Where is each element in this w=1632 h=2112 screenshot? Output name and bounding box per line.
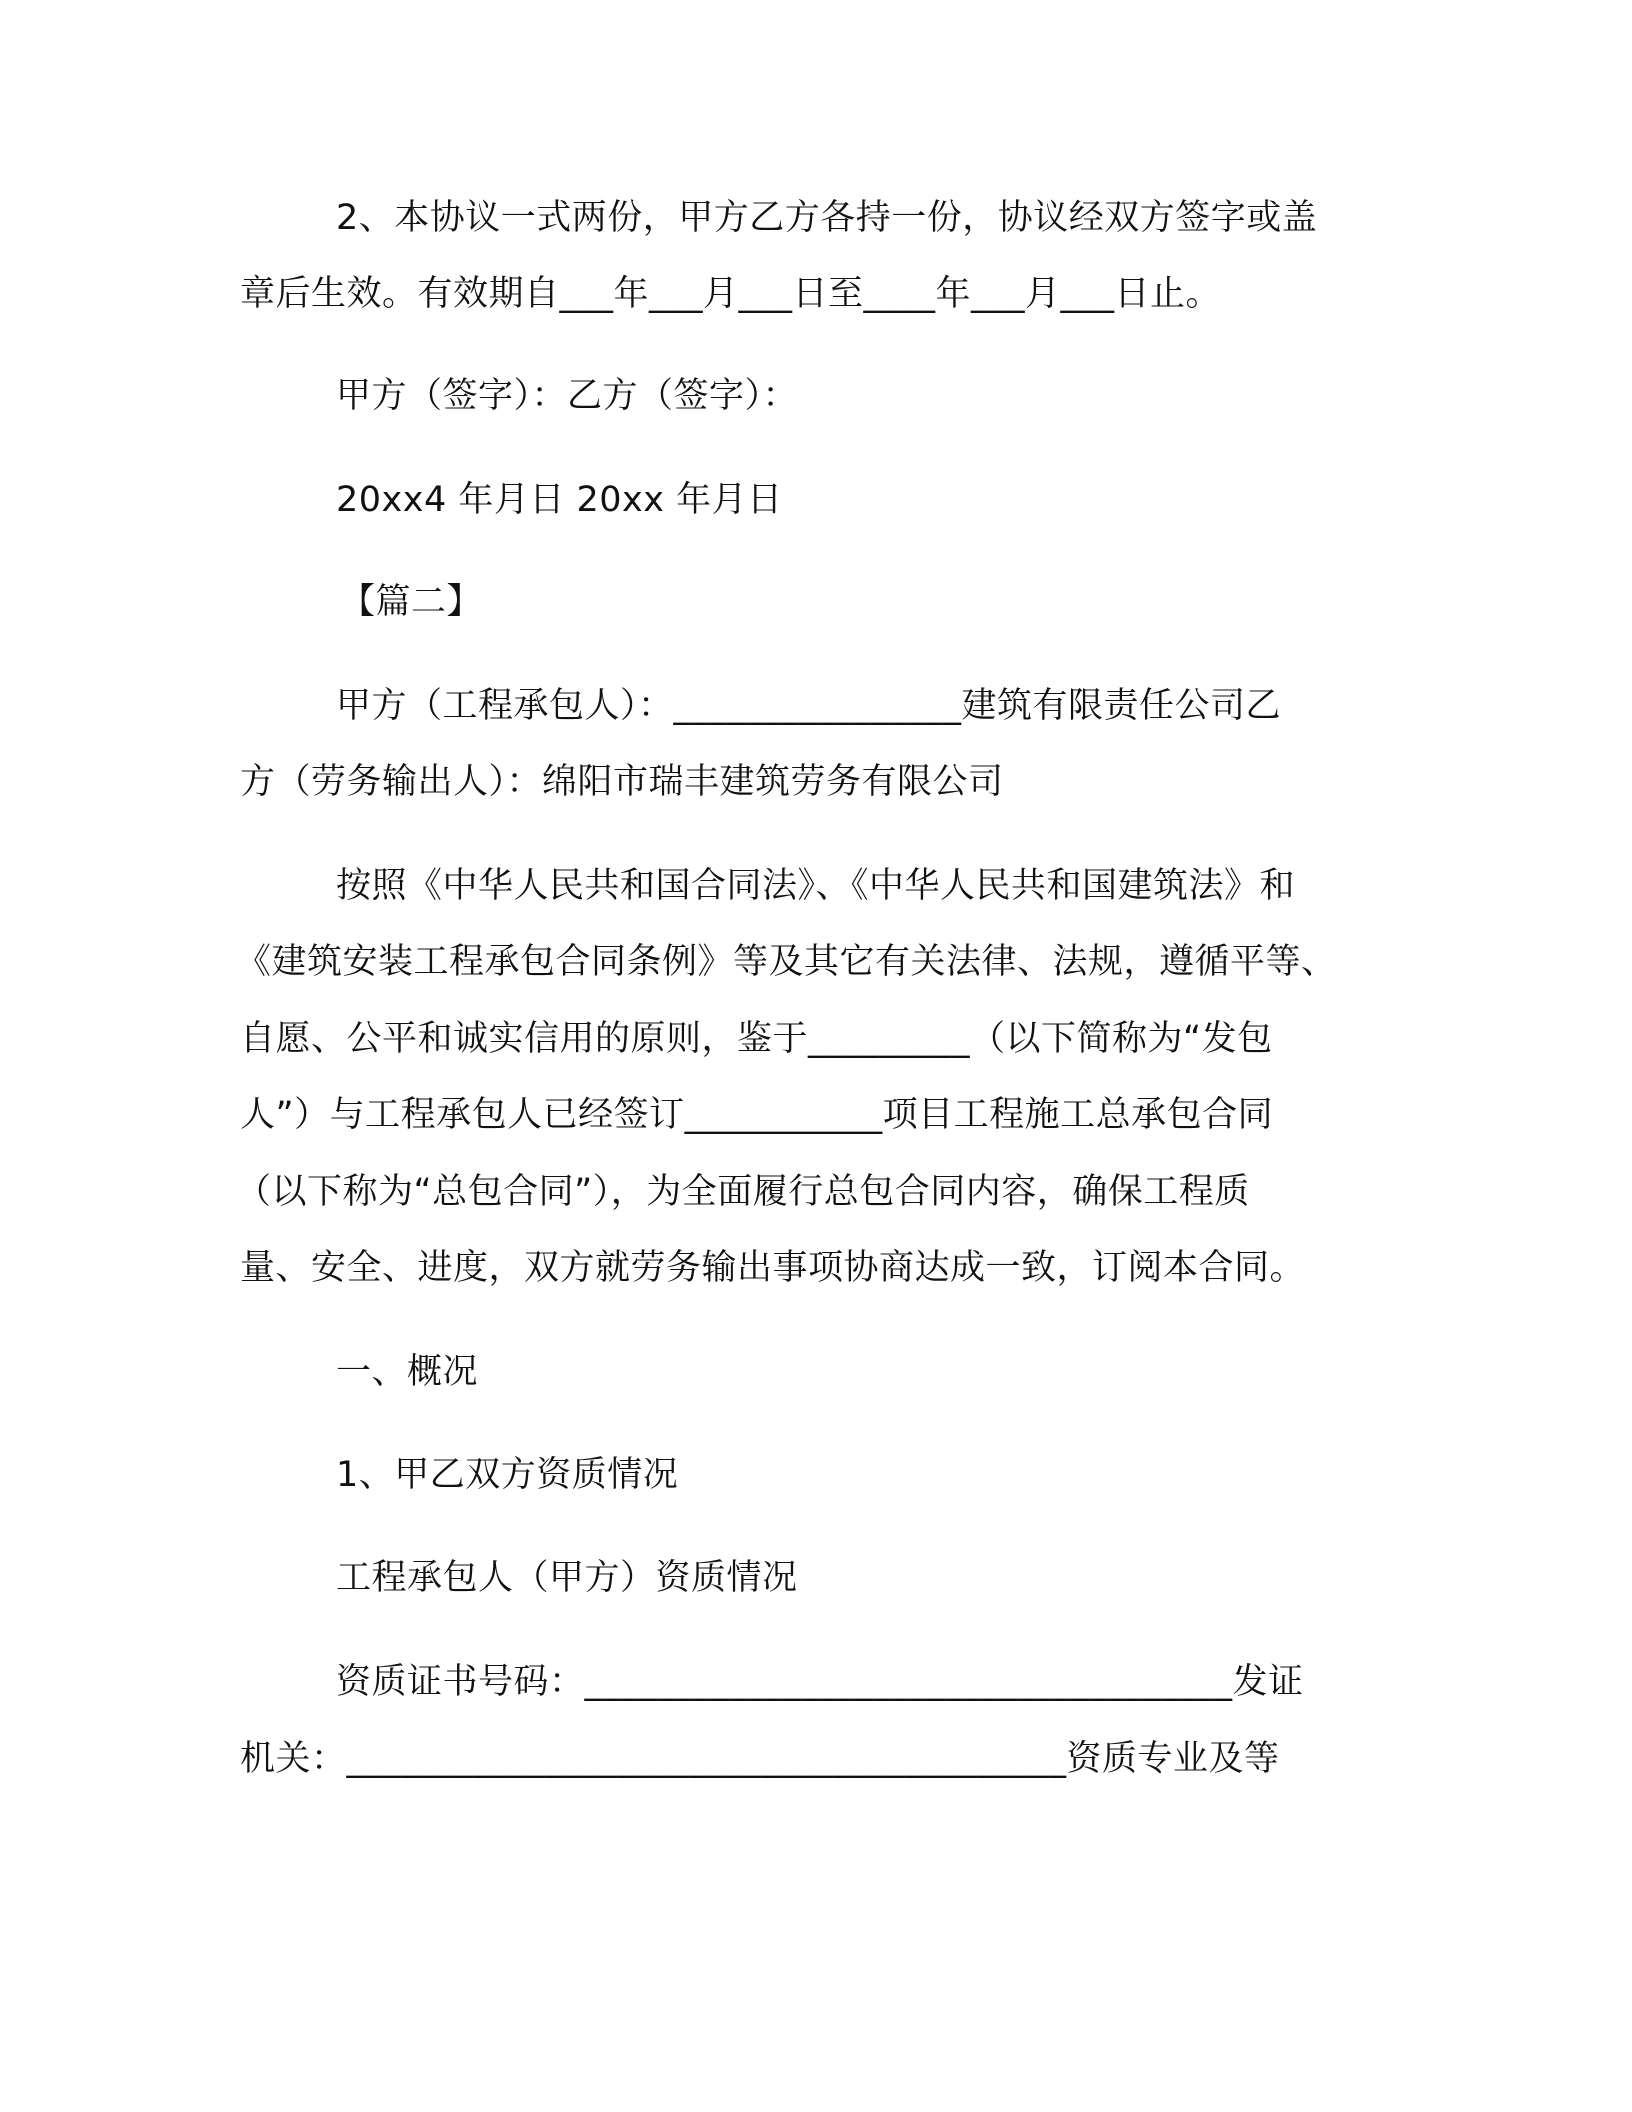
subsection-heading: 1、甲乙双方资质情况	[336, 1455, 679, 1495]
preamble-line-5: （以下称为“总包合同”），为全面履行总包合同内容，确保工程质	[236, 1172, 1250, 1212]
clause-2-line-2: 章后生效。有效期自___年___月___日至____年___月___日止。	[240, 274, 1222, 314]
party-b-line: 方（劳务输出人）：绵阳市瑞丰建筑劳务有限公司	[240, 762, 1004, 802]
preamble-line-3: 自愿、公平和诚实信用的原则，鉴于_________（以下简称为“发包	[240, 1019, 1273, 1059]
contractor-qualification-heading: 工程承包人（甲方）资质情况	[336, 1558, 798, 1598]
date-line: 20xx4 年月日 20xx 年月日	[336, 480, 783, 520]
clause-2-line-1: 2、本协议一式两份，甲方乙方各持一份，协议经双方签字或盖	[336, 198, 1318, 238]
party-a-line: 甲方（工程承包人）：________________建筑有限责任公司乙	[336, 686, 1282, 726]
chapter-heading: 一、概况	[336, 1352, 479, 1392]
issuing-authority-line: 机关：________________________________________资质专业及等	[240, 1739, 1280, 1779]
certificate-number-line: 资质证书号码：____________________________________发证	[336, 1662, 1304, 1702]
preamble-line-2: 《建筑安装工程承包合同条例》等及其它有关法律、法规，遵循平等、	[236, 942, 1337, 982]
section-heading: 【篇二】	[340, 582, 483, 622]
preamble-line-4: 人”）与工程承包人已经签订___________项目工程施工总承包合同	[240, 1095, 1274, 1135]
signature-line: 甲方（签字）：乙方（签字）：	[336, 376, 799, 416]
preamble-line-6: 量、安全、进度，双方就劳务输出事项协商达成一致，订阅本合同。	[240, 1248, 1306, 1288]
preamble-line-1: 按照《中华人民共和国合同法》、《中华人民共和国建筑法》和	[336, 866, 1296, 906]
